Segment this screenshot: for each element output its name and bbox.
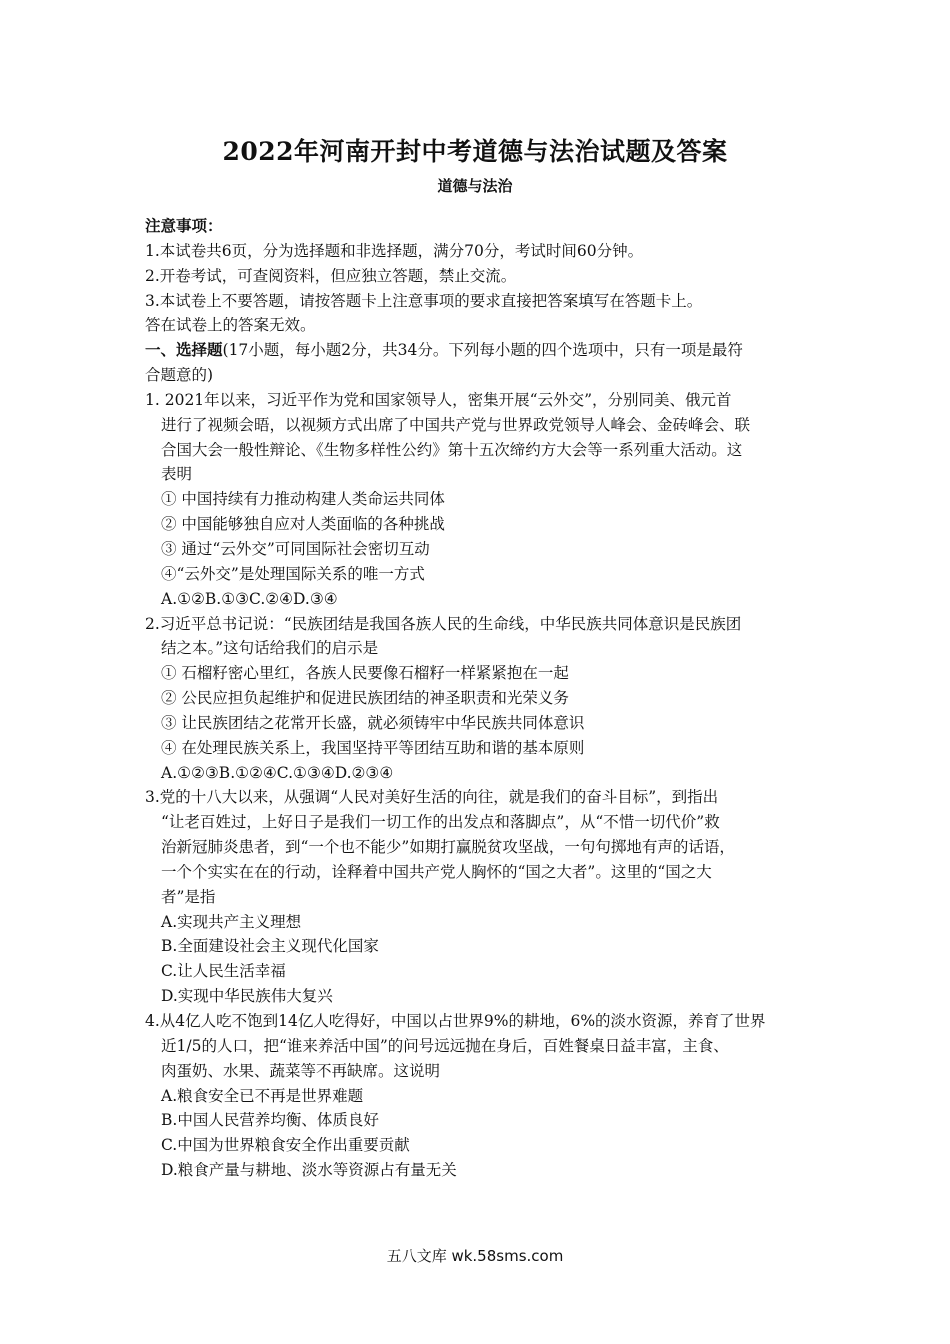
question-text: 表明: [161, 465, 193, 484]
option: A.粮食安全已不再是世界难题: [161, 1086, 364, 1105]
answer-choices: A.①②B.①③C.②④D.③④: [161, 589, 338, 608]
option: B.中国人民营养均衡、体质良好: [161, 1111, 379, 1130]
question-text: 一个个实实在在的行动，诠释着中国共产党人胸怀的“国之大者”。这里的“国之大: [161, 862, 712, 881]
section-heading: 一、选择题: [145, 340, 223, 360]
option: ④ 在处理民族关系上，我国坚持平等团结互助和谐的基本原则: [161, 738, 585, 757]
option: D.实现中华民族伟大复兴: [161, 987, 333, 1006]
question-text: 者”是指: [161, 887, 216, 906]
notice-item: 1.本试卷共6页，分为选择题和非选择题，满分70分，考试时间60分钟。: [145, 241, 644, 260]
notice-item: 2.开卷考试，可查阅资料，但应独立答题，禁止交流。: [145, 266, 517, 285]
exam-content: [145, 214, 815, 1183]
question-text: 1. 2021年以来，习近平作为党和国家领导人，密集开展“云外交”，分别同美、俄元首: [145, 390, 732, 409]
question-text: “让老百姓过，上好日子是我们一切工作的出发点和落脚点”，从“不惜一切代价”救: [161, 813, 720, 832]
question-text: 合国大会一般性辩论、《生物多样性公约》第十五次缔约方大会等一系列重大活动。这: [161, 440, 743, 459]
question-1: [145, 388, 815, 612]
option: D.粮食产量与耕地、淡水等资源占有量无关: [161, 1161, 457, 1180]
option: B.全面建设社会主义现代化国家: [161, 937, 379, 956]
question-4: [145, 1009, 815, 1183]
question-2: [145, 612, 815, 786]
question-text: 进行了视频会晤，以视频方式出席了中国共产党与世界政党领导人峰会、金砖峰会、联: [161, 415, 751, 434]
page-title: 2022年河南开封中考道德与法治试题及答案: [222, 137, 728, 166]
option: ② 中国能够独自应对人类面临的各种挑战: [161, 515, 445, 534]
question-text: 肉蛋奶、水果、蔬菜等不再缺席。这说明: [161, 1061, 441, 1080]
question-text: 近1/5的人口，把“谁来养活中国”的问号远远抛在身后，百姓餐桌日益丰富，主食、: [161, 1036, 729, 1055]
notice-heading: 注意事项：: [145, 216, 223, 235]
option: ④“云外交”是处理国际关系的唯一方式: [161, 564, 425, 583]
answer-choices: A.①②③B.①②④C.①③④D.②③④: [161, 763, 394, 782]
option: C.中国为世界粮食安全作出重要贡献: [161, 1136, 410, 1155]
question-text: 2.习近平总书记说：“民族团结是我国各族人民的生命线，中华民族共同体意识是民族团: [145, 614, 742, 633]
notice-item: 答在试卷上的答案无效。: [145, 316, 316, 335]
question-3: [145, 785, 815, 1009]
option: A.实现共产主义理想: [161, 912, 302, 931]
question-text: 治新冠肺炎患者，到“一个也不能少”如期打赢脱贫攻坚战，一句句掷地有声的话语，: [161, 838, 735, 857]
section-description: (17小题，每小题2分，共34分。下列每小题的四个选项中，只有一项是最符: [222, 341, 743, 360]
option: ② 公民应担负起维护和促进民族团结的神圣职责和光荣义务: [161, 689, 569, 708]
question-text: 4.从4亿人吃不饱到14亿人吃得好，中国以占世界9%的耕地，6%的淡水资源，养育了世界: [145, 1012, 766, 1030]
section-heading-line: [145, 338, 815, 363]
option: ③ 让民族团结之花常开长盛，就必须铸牢中华民族共同体意识: [161, 713, 585, 732]
option: ① 中国持续有力推动构建人类命运共同体: [161, 490, 445, 509]
option: ③ 通过“云外交”可同国际社会密切互动: [161, 539, 430, 558]
question-text: 结之本。”这句话给我们的启示是: [161, 639, 379, 658]
page-footer: 五八文库 wk.58sms.com: [386, 1247, 564, 1265]
section-description-cont: 合题意的): [145, 366, 214, 385]
option: C.让人民生活幸福: [161, 962, 286, 981]
option: ① 石榴籽密心里红，各族人民要像石榴籽一样紧紧抱在一起: [161, 664, 569, 683]
notice-item: 3.本试卷上不要答题，请按答题卡上注意事项的要求直接把答案填写在答题卡上。: [145, 291, 703, 310]
question-text: 3.党的十八大以来，从强调“人民对美好生活的向往，就是我们的奋斗目标”，到指出: [145, 788, 719, 807]
page-subtitle: 道德与法治: [437, 177, 513, 195]
